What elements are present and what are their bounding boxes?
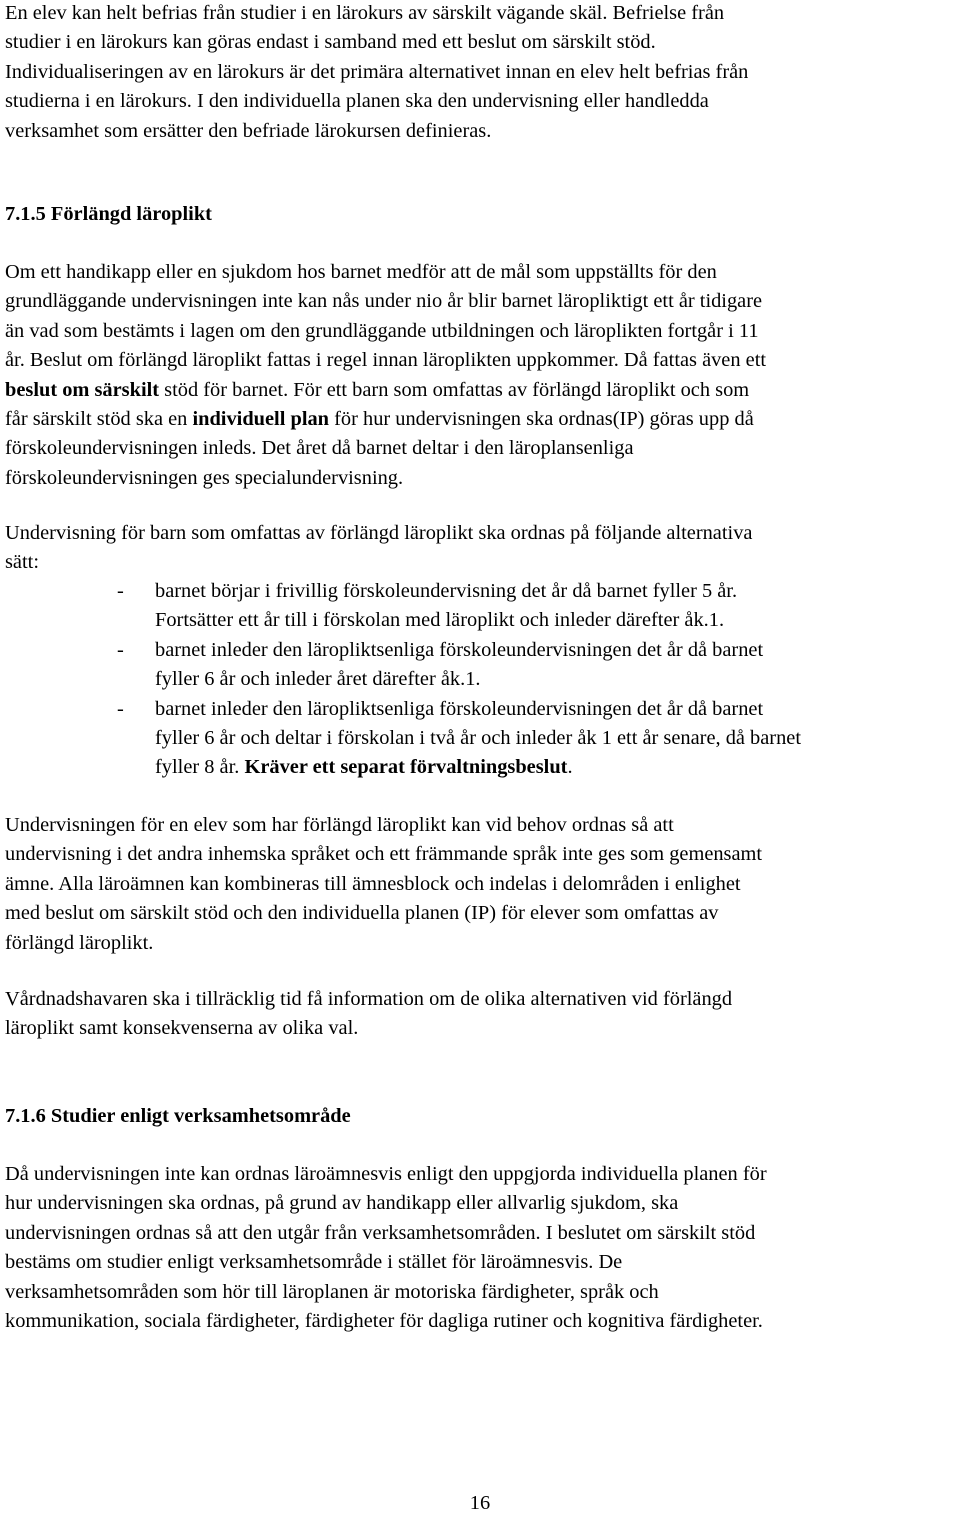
text-line: fyller 6 år och inleder året därefter åk.1. bbox=[155, 668, 481, 691]
text-run: stöd för barnet. För ett barn som omfattas av förlängd läroplikt och som bbox=[159, 378, 750, 401]
text-line: studierna i en lärokurs. I den individuella planen ska den undervisning eller handledda bbox=[5, 90, 709, 113]
text-line: kommunikation, sociala färdigheter, färdigheter för dagliga rutiner och kognitiva färdigheter. bbox=[5, 1309, 763, 1332]
text-line: Vårdnadshavaren ska i tillräcklig tid få information om de olika alternativen vid förlängd bbox=[5, 988, 733, 1010]
text-line bbox=[155, 753, 960, 782]
text-run: för hur undervisningen ska ordnas(IP) göras upp då bbox=[329, 407, 754, 430]
text-line: verksamhet som ersätter den befriade lärokursen definieras. bbox=[5, 119, 492, 142]
text-line: Då undervisningen inte kan ordnas läroämnesvis enligt den uppgjorda individuella planen för bbox=[5, 1163, 767, 1185]
section-heading-7-1-6 bbox=[5, 1102, 351, 1131]
text-line: med beslut om särskilt stöd och den individuella planen (IP) för elever som omfattas av bbox=[5, 902, 719, 925]
bold-phrase: beslut om särskilt bbox=[5, 378, 160, 401]
text-line: förskoleundervisningen inleds. Det året då barnet deltar i den läroplansenliga bbox=[5, 437, 634, 460]
list-dash: - bbox=[117, 697, 124, 720]
section-heading-7-1-5 bbox=[5, 200, 212, 229]
text-line: Om ett handikapp eller en sjukdom hos barnet medför att de mål som uppställts för den bbox=[5, 261, 717, 283]
text-line bbox=[5, 376, 960, 405]
text-line: än vad som bestämts i lagen om den grundläggande utbildningen och läroplikten fortgår i 11 bbox=[5, 319, 759, 342]
list-item bbox=[5, 577, 960, 636]
text-line: bestäms om studier enligt verksamhetsområde i stället för läroämnesvis. De bbox=[5, 1251, 623, 1274]
bold-phrase: individuell plan bbox=[192, 407, 330, 430]
text-line: ämne. Alla läroämnen kan kombineras till ämnesblock och indelas i delområden i enlighet bbox=[5, 872, 741, 895]
section-7-1-5-paragraph-4 bbox=[5, 985, 960, 1044]
text-line: Undervisningen för en elev som har förlängd läroplikt kan vid behov ordnas så att bbox=[5, 814, 674, 836]
text-line: förskoleundervisningen ges specialundervisning. bbox=[5, 466, 404, 489]
list-dash: - bbox=[117, 580, 124, 602]
list-dash: - bbox=[117, 638, 124, 661]
text-line: undervisning i det andra inhemska språket och ett främmande språk inte ges som gemensamt bbox=[5, 843, 763, 866]
text-run: får särskilt stöd ska en bbox=[5, 407, 193, 430]
text-line: Fortsätter ett år till i förskolan med läroplikt och inleder därefter åk.1. bbox=[155, 609, 725, 632]
text-line: Individualiseringen av en lärokurs är det primära alternativet innan en elev helt befrias från bbox=[5, 60, 749, 83]
section-title: Förlängd läroplikt bbox=[50, 203, 212, 225]
text-line bbox=[5, 405, 960, 434]
section-title: Studier enligt verksamhetsområde bbox=[50, 1105, 351, 1127]
intro-paragraph bbox=[5, 0, 960, 146]
list-item bbox=[5, 636, 960, 695]
text-line: barnet inleder den läropliktsenliga förskoleundervisningen det år då barnet bbox=[155, 697, 764, 720]
text-line: Undervisning för barn som omfattas av förlängd läroplikt ska ordnas på följande alternativa bbox=[5, 522, 753, 544]
text-line: förlängd läroplikt. bbox=[5, 931, 154, 954]
section-number: 7.1.6 bbox=[5, 1105, 46, 1127]
text-run: fyller 8 år. bbox=[155, 756, 245, 779]
text-line: hur undervisningen ska ordnas, på grund av handikapp eller allvarlig sjukdom, ska bbox=[5, 1192, 679, 1215]
text-line: grundläggande undervisningen inte kan nås under nio år blir barnet läropliktigt ett år tidigare bbox=[5, 290, 763, 313]
text-line: år. Beslut om förlängd läroplikt fattas i regel innan läroplikten uppkommer. Då fattas även ett bbox=[5, 349, 767, 372]
text-line: läroplikt samt konsekvenserna av olika val. bbox=[5, 1017, 359, 1040]
text-run: . bbox=[567, 756, 573, 779]
section-7-1-6-paragraph-1 bbox=[5, 1160, 960, 1336]
text-line: sätt: bbox=[5, 551, 39, 574]
text-line: barnet inleder den läropliktsenliga förskoleundervisningen det år då barnet bbox=[155, 638, 764, 661]
text-line: barnet börjar i frivillig förskoleundervisning det år då barnet fyller 5 år. bbox=[155, 580, 738, 602]
text-line: undervisningen ordnas så att den utgår från verksamhetsområden. I beslutet om särskilt stöd bbox=[5, 1221, 756, 1244]
text-line: En elev kan helt befrias från studier i en lärokurs av särskilt vägande skäl. Befrielse från bbox=[5, 2, 725, 24]
section-7-1-5-paragraph-1 bbox=[5, 258, 960, 493]
alternatives-list bbox=[5, 577, 960, 783]
text-line: fyller 6 år och deltar i förskolan i två år och inleder åk 1 ett år senare, då barnet bbox=[155, 726, 801, 749]
text-line: verksamhetsområden som hör till läroplanen är motoriska färdigheter, språk och bbox=[5, 1280, 659, 1303]
section-7-1-5-paragraph-3 bbox=[5, 811, 960, 958]
list-item bbox=[5, 695, 960, 783]
page-number: 16 bbox=[469, 1492, 491, 1514]
bold-phrase: Kräver ett separat förvaltningsbeslut bbox=[244, 756, 568, 779]
section-number: 7.1.5 bbox=[5, 203, 46, 225]
text-line: studier i en lärokurs kan göras endast i samband med ett beslut om särskilt stöd. bbox=[5, 31, 656, 54]
section-7-1-5-paragraph-2 bbox=[5, 519, 960, 578]
